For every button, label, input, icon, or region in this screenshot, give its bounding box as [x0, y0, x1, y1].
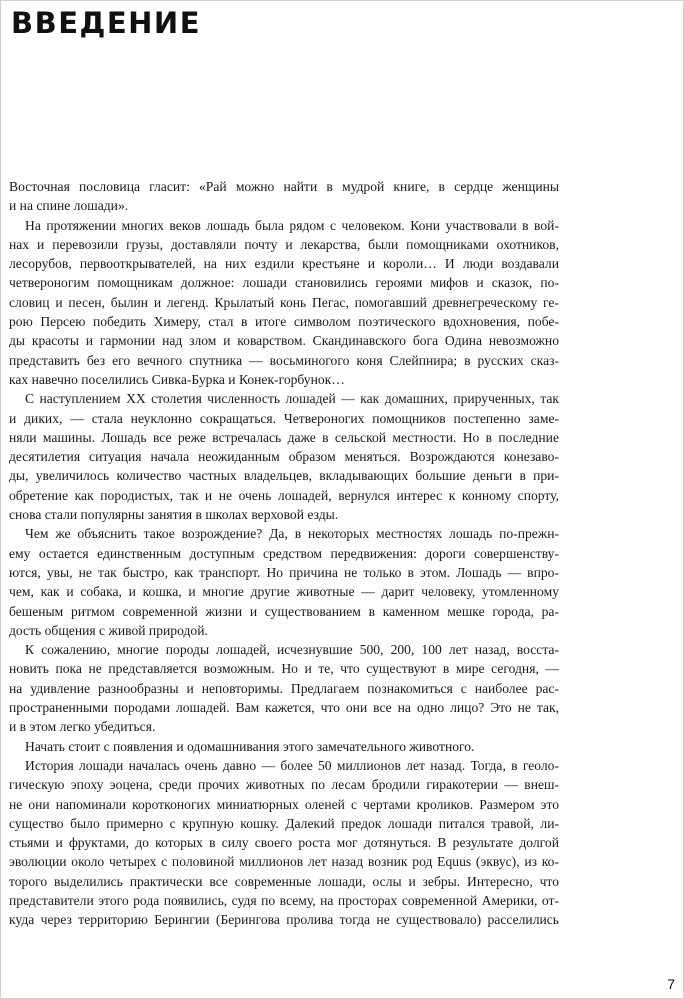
body-text — [9, 177, 559, 930]
page-number: 7 — [667, 976, 675, 992]
text-line: няли машины. Лошадь все реже встречалась даже в сельской местности. Но в последние — [9, 429, 559, 445]
text-line: на удивление разнообразны и неповторимы. Предлагаем познакомиться с наиболее рас- — [9, 680, 559, 696]
paragraph — [9, 216, 559, 390]
text-line: На протяжении многих веков лошадь была рядом с человеком. Кони участвовали в вой- — [25, 217, 559, 233]
text-line: лесорубов, первооткрывателей, на них ездили крестьяне и короли… И люди воздавали — [9, 256, 559, 272]
text-line: ды красоты и гармонии над злом и коварством. Скандинавского бога Одина невозможно — [9, 333, 559, 349]
text-line: не они напоминали коротконогих миниатюрных оленей с чертами кроликов. Размером это — [9, 796, 559, 812]
text-line: чем, как и собака, и кошка, и многие другие животные — дарит человеку, утомленному — [9, 584, 559, 600]
text-line: куда через территорию Берингии (Берингова пролива тогда не существовало) расселились — [9, 912, 559, 928]
text-line: и в этом легко убедиться. — [9, 719, 156, 735]
text-line: и на спине лошади». — [9, 198, 129, 214]
text-line: История лошади началась очень давно — более 50 миллионов лет назад. Тогда, в геоло- — [25, 757, 559, 773]
text-line: четвероногим помощникам должное: лошади становились героями мифов и сказок, по- — [9, 275, 559, 291]
text-line: эволюции около четырех с половиной миллионов лет назад возник род Equus (эквус), из ко- — [9, 854, 559, 870]
text-line: рою Персею победить Химеру, стал в итоге символом поэтического вдохновения, побе- — [9, 314, 559, 330]
text-line: С наступлением XX столетия численность лошадей — как домашних, прирученных, так — [25, 391, 559, 407]
paragraph — [9, 389, 559, 524]
paragraph — [9, 756, 559, 930]
chapter-heading: ВВЕДЕНИЕ — [11, 6, 202, 40]
text-line: дость общения с живой природой. — [9, 622, 208, 638]
text-line: стьями и фруктами, до которых в силу своего роста мог дотянуться. В результате долгой — [9, 835, 559, 851]
paragraph — [9, 524, 559, 640]
text-line: представить без его вечного спутника — восьминогого коня Слейпнира; в русских сказ- — [9, 352, 559, 368]
text-line: Восточная пословица гласит: «Рай можно найти в мудрой книге, в сердце женщины — [9, 179, 559, 194]
text-line: десятилетия ситуация начала неожиданным образом меняться. Возрождаются конезаво- — [9, 449, 559, 465]
text-line: ются, увы, не так быстро, как транспорт. Но причина не только в этом. Лошадь — впро- — [9, 564, 559, 580]
text-line: ках навечно поселились Сивка-Бурка и Конек-горбунок… — [9, 371, 345, 387]
text-line: К сожалению, многие породы лошадей, исчезнувшие 500, 200, 100 лет назад, восста- — [25, 642, 559, 658]
text-line: обретение как породистых, так и не очень лошадей, вернулся интерес к конному спорту, — [9, 487, 559, 503]
paragraph — [9, 640, 559, 736]
text-line: гическую эпоху эоцена, среди прочих животных по лесам бродили гиракотерии — внеш- — [9, 777, 559, 793]
text-line: представители этого рода появились, судя по всему, на просторах современной Америки, от- — [9, 892, 559, 908]
text-line: словиц и песен, былин и легенд. Крылатый конь Пегас, помогавший древнегреческому ге- — [9, 294, 559, 310]
text-line: новить пока не представляется возможным. Но и те, что существуют в мире сегодня, — — [9, 661, 559, 677]
text-line: ды, увеличилось количество частных владельцев, вкладывающих большие деньги в при- — [9, 468, 559, 484]
text-line: торого выделились практически все современные лошади, ослы и зебры. Интересно, что — [9, 873, 559, 889]
text-line: и диких, — стала неуклонно сокращаться. Четвероногих помощников постепенно заме- — [9, 410, 559, 426]
paragraph — [9, 737, 559, 756]
text-line: снова стали популярны занятия в школах верховой езды. — [9, 507, 339, 523]
text-line: ему остается единственным доступным средством передвижения: дороги совершенству- — [9, 545, 559, 561]
text-line: существо было примерно с крупную кошку. Далекий предок лошади питался травой, ли- — [9, 815, 559, 831]
text-line: нах и перевозили грузы, доставляли почту и лекарства, были помощниками охотников, — [9, 236, 559, 252]
text-line: Чем же объяснить такое возрождение? Да, в некоторых местностях лошадь по-прежн- — [25, 526, 559, 542]
paragraph — [9, 177, 559, 216]
text-line: Начать стоит с появления и одомашнивания этого замечательного животного. — [25, 738, 475, 754]
text-line: пространенными породами лошадей. Вам кажется, что они все на одно лицо? Это не так, — [9, 700, 559, 716]
text-line: бешеным ритмом современной жизни и существованием в каменном мешке города, ра- — [9, 603, 559, 619]
